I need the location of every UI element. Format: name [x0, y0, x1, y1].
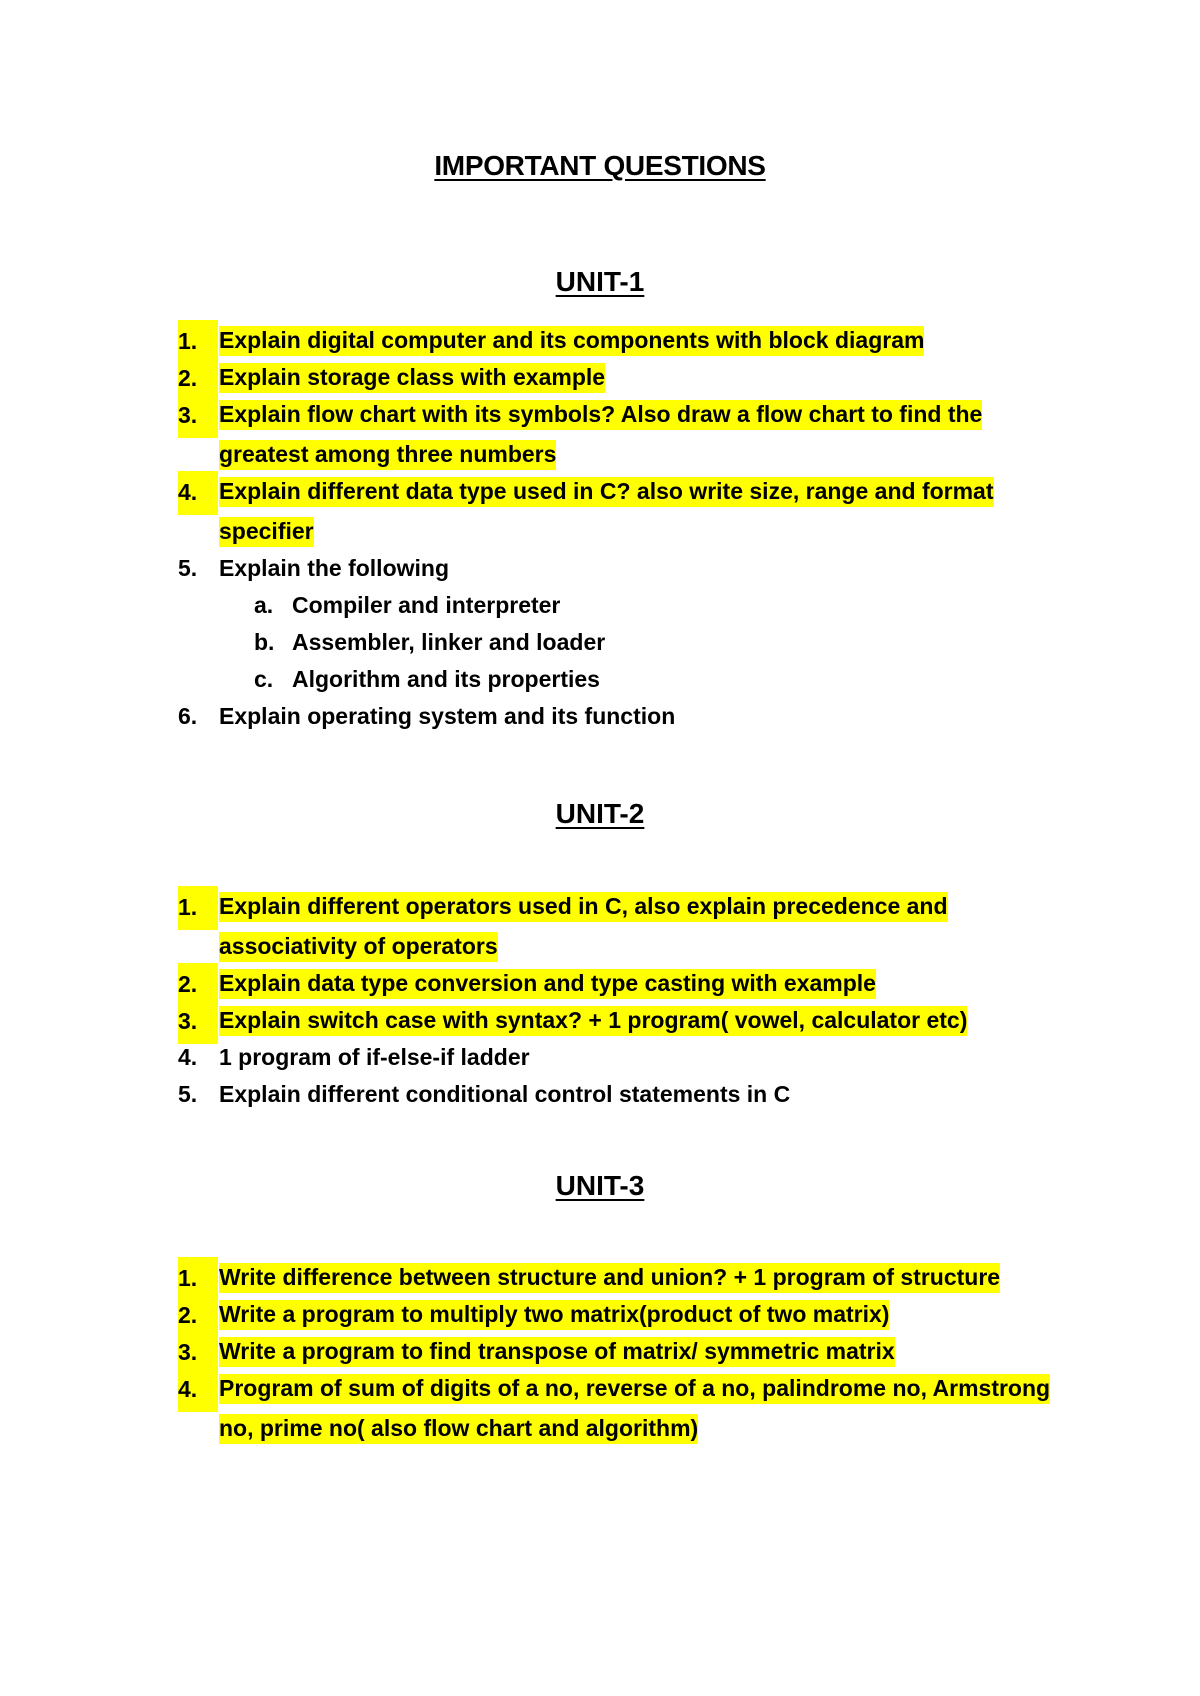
question-text: Explain the following [219, 555, 449, 581]
question-text: Explain different data type used in C? also write size, range and format specifier [219, 477, 994, 547]
sub-question-text: Compiler and interpreter [292, 592, 561, 618]
unit-2-question-list [0, 886, 1200, 1114]
question-item [0, 1368, 1200, 1448]
question-number: 2. [178, 357, 218, 401]
question-item [0, 1257, 1200, 1297]
question-item [0, 1037, 1200, 1077]
question-text: Explain operating system and its function [219, 703, 676, 729]
question-number: 1. [178, 320, 218, 364]
unit-1-question-list [0, 320, 1200, 736]
question-number: 2. [178, 963, 218, 1007]
question-number: 3. [178, 1000, 218, 1044]
question-item [0, 963, 1200, 1003]
question-number: 5. [178, 555, 198, 581]
question-text: Explain different conditional control statements in C [219, 1081, 791, 1107]
question-item [0, 471, 1200, 551]
question-text: Write a program to find transpose of matrix/ symmetric matrix [219, 1337, 895, 1367]
sub-question-text: Algorithm and its properties [292, 666, 600, 692]
question-text: Explain data type conversion and type casting with example [219, 969, 876, 999]
question-text: Explain flow chart with its symbols? Also draw a flow chart to find the greatest among three numbers [219, 400, 982, 470]
question-item [0, 1331, 1200, 1371]
question-number: 3. [178, 1331, 218, 1375]
question-item [0, 357, 1200, 397]
question-text: Write a program to multiply two matrix(product of two matrix) [219, 1300, 889, 1330]
unit-3-heading: UNIT-3 [555, 1170, 645, 1201]
sub-question-item [0, 585, 1200, 625]
question-item [0, 696, 1200, 736]
question-number: 3. [178, 394, 218, 438]
question-text: Explain digital computer and its components with block diagram [219, 326, 924, 356]
sub-question-item [0, 659, 1200, 699]
question-item [0, 320, 1200, 360]
question-number: 4. [178, 1368, 218, 1412]
question-number: 6. [178, 703, 198, 729]
sub-question-text: Assembler, linker and loader [292, 629, 606, 655]
sub-question-item [0, 622, 1200, 662]
sub-question-letter: b. [254, 629, 275, 655]
question-item [0, 1294, 1200, 1334]
page-title: IMPORTANT QUESTIONS [434, 150, 766, 181]
question-text: Explain storage class with example [219, 363, 605, 393]
sub-question-letter: a. [254, 592, 274, 618]
question-number: 4. [178, 1044, 198, 1070]
unit-1-heading: UNIT-1 [555, 266, 645, 297]
unit-2-heading: UNIT-2 [555, 798, 645, 829]
question-item [0, 886, 1200, 966]
question-text: Explain different operators used in C, also explain precedence and associativity of operators [219, 892, 948, 962]
question-item [0, 1074, 1200, 1114]
unit-3-question-list [0, 1257, 1200, 1448]
question-number: 4. [178, 471, 218, 515]
question-text: 1 program of if-else-if ladder [219, 1044, 530, 1070]
question-item [0, 1000, 1200, 1040]
question-item [0, 548, 1200, 588]
question-item [0, 394, 1200, 474]
question-number: 2. [178, 1294, 218, 1338]
sub-question-letter: c. [254, 666, 274, 692]
question-number: 1. [178, 886, 218, 930]
question-text: Write difference between structure and union? + 1 program of structure [219, 1263, 1000, 1293]
question-number: 5. [178, 1081, 198, 1107]
question-text: Explain switch case with syntax? + 1 program( vowel, calculator etc) [219, 1006, 967, 1036]
question-text: Program of sum of digits of a no, reverse of a no, palindrome no, Armstrong no, prime no( also flow chart and algorithm) [219, 1374, 1050, 1444]
question-number: 1. [178, 1257, 218, 1301]
